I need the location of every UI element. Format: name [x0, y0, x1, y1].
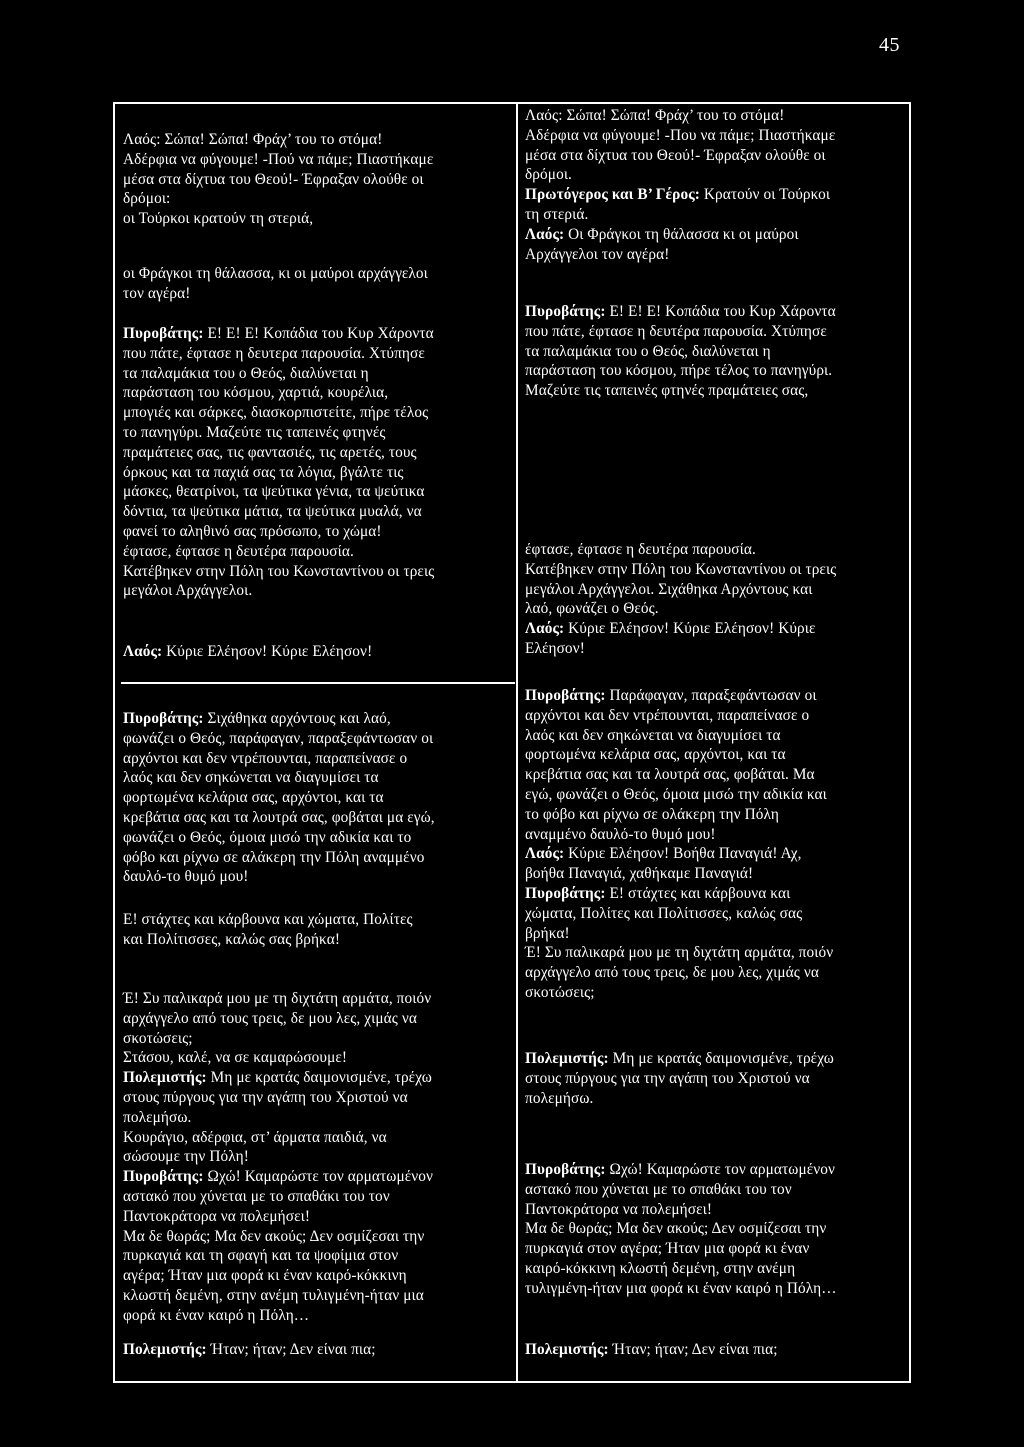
text-line: μέσα στα δίχτυα του Θεού!- Έφραξαν ολούθε οι [123, 170, 424, 188]
left-block-7 [123, 989, 511, 1326]
right-block-1 [525, 106, 907, 264]
speech-text: Ωχώ! Καμαρώστε τον αρματωμένον [605, 1161, 836, 1178]
text-line: μπογιές και σάρκες, διασκορπιστείτε, πήρε τέλος [123, 404, 429, 422]
text-line: λαός και δεν σηκώνεται να διαγυμίσει τα [525, 726, 781, 744]
speaker-name: Πολεμιστής: [123, 1341, 207, 1358]
text-line: Αδέρφια να φύγουμε! -Που να πάμε; Πιαστήκαμε [525, 126, 836, 144]
text-line: το φόβο και ρίχνω σε ολάκερη την Πόλη [525, 805, 779, 823]
speech-text: Μη με κρατάς δαιμονισμένε, τρέχω [206, 1069, 432, 1087]
speaker-name: Πρωτόγερος και Β’ Γέρος: [525, 186, 700, 204]
text-line: χώματα, Πολίτες και Πολίτισσες, καλώς σας [525, 904, 803, 922]
dialogue-line [123, 709, 511, 729]
text-line: λαό, φωνάζει ο Θεός. [525, 600, 659, 618]
dialogue-line [525, 619, 907, 639]
speaker-name: Πολεμιστής: [525, 1341, 609, 1358]
speaker-name: Πολεμιστής: [123, 1069, 207, 1087]
text-line: κλωστή δεμένη, στην ανέμη τυλιγμένη-ήταν μια [123, 1286, 424, 1304]
text-line: φωνάζει ο Θεός, παράφαγαν, παραξεφάντωσαν οι [123, 729, 434, 747]
text-line: Κατέβηκεν στην Πόλη του Κωνσταντίνου οι τρεις [525, 560, 837, 578]
text-line: παράσταση του κόσμου, πήρε τέλος το πανηγύρι. [525, 362, 833, 380]
speaker-name: Πυροβάτης: [123, 325, 204, 342]
text-line: αγέρα; Ήταν μια φορά κι έναν καιρό-κόκκινη [123, 1267, 407, 1285]
text-line: αστακό που χύνεται με το σπαθάκι του τον [525, 1180, 792, 1198]
text-line: πραμάτειες σας, τις φαντασιές, τις αρετές, τους [123, 443, 417, 461]
right-block-2 [525, 302, 907, 401]
dialogue-line [123, 1167, 511, 1187]
left-column [123, 104, 511, 1381]
speech-text: Κρατούν οι Τούρκοι [699, 186, 831, 204]
dialogue-line [525, 1049, 907, 1069]
text-line: Ε! στάχτες και κάρβουνα και χώματα, Πολίτες [123, 911, 413, 928]
text-line: και Πολίτισσες, καλώς σας βρήκα! [123, 930, 341, 948]
text-line: φορά κι έναν καιρό η Πόλη… [123, 1306, 310, 1324]
dialogue-line [525, 1340, 907, 1360]
right-block-3 [525, 540, 907, 659]
dialogue-line [525, 884, 907, 904]
text-line: βρήκα! [525, 924, 570, 942]
text-line: τον αγέρα! [123, 284, 191, 302]
text-line: αστακό που χύνεται με το σπαθάκι του τον [123, 1187, 390, 1205]
speech-text: Ε! στάχτες και κάρβουνα και [605, 884, 791, 902]
dialogue-line [525, 185, 907, 205]
speech-text: Ήταν; ήταν; Δεν είναι πια; [608, 1341, 778, 1358]
text-line: όρκους και τα παχιά σας τα λόγια, βγάλτε τις [123, 463, 404, 481]
right-block-5 [525, 1049, 907, 1108]
dialogue-line [123, 1068, 511, 1088]
dialogue-line [525, 686, 907, 706]
text-line: παράσταση του κόσμου, χαρτιά, κουρέλια, [123, 384, 389, 402]
text-line: τη στεριά. [525, 205, 589, 223]
text-line: κρεβάτια σας και τα λουτρά σας, φοβάται. Μα [525, 766, 815, 784]
text-line: Λαός: Σώπα! Σώπα! Φράχ’ του το στόμα! [525, 107, 785, 124]
speaker-name: Λαός: [525, 225, 565, 243]
speech-text: Παράφαγαν, παραξεφάντωσαν οι [605, 687, 817, 704]
column-divider [516, 104, 518, 1381]
text-line: φορτωμένα κελάρια σας, αρχόντοι, και τα [123, 789, 384, 807]
text-line: οι Τούρκοι κρατούν τη στεριά, [123, 210, 314, 228]
speaker-name: Πυροβάτης: [123, 1168, 204, 1186]
text-line: τυλιγμένη-ήταν μια φορά κι έναν καιρό η Πόλη… [525, 1279, 837, 1297]
left-block-3 [123, 324, 511, 601]
script-comparison-table [113, 102, 911, 1383]
text-line: το πανηγύρι. Μαζεύτε τις ταπεινές φτηνές [123, 423, 386, 441]
text-line: Αδέρφια να φύγουμε! -Πού να πάμε; Πιαστήκαμε [123, 150, 434, 168]
left-block-6 [123, 910, 511, 950]
text-line: δαυλό-το θυμό μου! [123, 868, 249, 886]
text-line: έφτασε, έφτασε η δευτέρα παρουσία. [123, 542, 354, 560]
speaker-name: Πυροβάτης: [525, 884, 606, 902]
text-line: πολεμήσω. [123, 1108, 192, 1126]
text-line: τα παλαμάκια του ο Θεός, διαλύνεται η [123, 364, 369, 382]
speech-text: Ε! Ε! Ε! Κοπάδια του Κυρ Χάροντα [203, 325, 434, 342]
speech-text: Κύριε Ελέησον! Κύριε Ελέησον! Κύριε [564, 620, 816, 638]
text-line: Παντοκράτορα να πολεμήσει! [123, 1207, 311, 1225]
dialogue-line [525, 1160, 907, 1180]
left-block-1 [123, 130, 511, 229]
dialogue-line [525, 302, 907, 322]
right-block-4 [525, 686, 907, 1003]
text-line: Λαός: Σώπα! Σώπα! Φράχ’ του το στόμα! [123, 131, 383, 148]
dialogue-line [123, 324, 511, 344]
text-line: δρόμοι: [123, 190, 171, 208]
speech-text: Κύριε Ελέησον! Κύριε Ελέησον! [162, 643, 373, 660]
text-line: σκοτώσεις; [123, 1029, 193, 1047]
text-line: στους πύργους για την αγάπη του Χριστού να [123, 1088, 408, 1106]
text-line: σκοτώσεις; [525, 983, 595, 1001]
text-line: Ελέησον! [525, 639, 585, 657]
text-line: μεγάλοι Αρχάγγελοι. [123, 582, 253, 600]
text-line: έφτασε, έφτασε η δευτέρα παρουσία. [525, 541, 756, 558]
speaker-name: Πολεμιστής: [525, 1050, 609, 1067]
text-line: Έ! Συ παλικαρά μου με τη διχτάτη αρμάτα, ποιόν [123, 990, 432, 1007]
text-line: Μαζεύτε τις ταπεινές φτηνές πραμάτειες σας, [525, 382, 809, 400]
text-line: σώσουμε την Πόλη! [123, 1148, 249, 1166]
speaker-name: Πυροβάτης: [525, 1161, 606, 1178]
text-line: Παντοκράτορα να πολεμήσει! [525, 1200, 713, 1218]
text-line: Αρχάγγελοι τον αγέρα! [525, 245, 670, 263]
speech-text: Οι Φράγκοι τη θάλασσα κι οι μαύροι [564, 225, 799, 243]
speaker-name: Πυροβάτης: [123, 710, 204, 727]
left-block-4 [123, 642, 511, 662]
speech-text: Σιχάθηκα αρχόντους και λαό, [203, 710, 391, 727]
text-line: λαός και δεν σηκώνεται να διαγυμίσει τα [123, 769, 379, 787]
text-line: οι Φράγκοι τη θάλασσα, κι οι μαύροι αρχάγγελοι [123, 265, 428, 282]
speech-text: Κύριε Ελέησον! Βοήθα Παναγιά! Αχ, [564, 845, 802, 863]
text-line: δόντια, τα ψεύτικα μάτια, τα ψεύτικα μυαλά, να [123, 503, 422, 521]
dialogue-line [525, 225, 907, 245]
text-line: Μα δε θωράς; Μα δεν ακούς; Δεν οσμίζεσαι την [123, 1227, 425, 1245]
text-line: μεγάλοι Αρχάγγελοι. Σιχάθηκα Αρχόντους και [525, 580, 813, 598]
speech-text: Μη με κρατάς δαιμονισμένε, τρέχω [608, 1050, 834, 1067]
speaker-name: Λαός: [525, 620, 565, 638]
row-separator [121, 682, 515, 684]
text-line: αρχάγγελο από τους τρεις, δε μου λες, χιμάς να [123, 1009, 417, 1027]
left-block-8 [123, 1340, 511, 1360]
right-block-7 [525, 1340, 907, 1360]
text-line: που πάτε, έφτασε η δευτέρα παρουσία. Χτύπησε [525, 322, 827, 340]
text-line: τα παλαμάκια του ο Θεός, διαλύνεται η [525, 342, 771, 360]
text-line: πολεμήσω. [525, 1089, 594, 1107]
left-block-2 [123, 264, 511, 304]
text-line: μέσα στα δίχτυα του Θεού!- Έφραξαν ολούθε οι [525, 146, 826, 164]
left-block-5 [123, 709, 511, 887]
text-line: Κατέβηκεν στην Πόλη του Κωνσταντίνου οι τρεις [123, 562, 435, 580]
text-line: στους πύργους για την αγάπη του Χριστού να [525, 1069, 810, 1087]
text-line: φορτωμένα κελάρια σας, αρχόντοι, και τα [525, 746, 786, 764]
right-block-6 [525, 1160, 907, 1299]
text-line: καιρό-κόκκινη κλωστή δεμένη, στην ανέμη [525, 1259, 796, 1277]
text-line: Κουράγιο, αδέρφια, στ’ άρματα παιδιά, να [123, 1128, 387, 1146]
speech-text: Ε! Ε! Ε! Κοπάδια του Κυρ Χάροντα [605, 303, 836, 320]
speech-text: Ωχώ! Καμαρώστε τον αρματωμένον [203, 1168, 434, 1186]
right-column [525, 104, 907, 1381]
text-line: φανεί το αληθινό σας πρόσωπο, το χώμα! [123, 522, 382, 540]
text-line: που πάτε, έφτασε η δευτερα παρουσία. Χτύπησε [123, 344, 425, 362]
text-line: δρόμοι. [525, 166, 572, 184]
text-line: αρχάγγελο από τους τρεις, δε μου λες, χιμάς να [525, 964, 819, 982]
text-line: αρχόντοι και δεν ντρέπουνται, παραπείνασε ο [525, 706, 810, 724]
speaker-name: Πυροβάτης: [525, 687, 606, 704]
text-line: πυρκαγιά και τη σφαγή και τα ψοφίμια στον [123, 1247, 399, 1265]
dialogue-line [525, 844, 907, 864]
page-number: 45 [879, 34, 900, 56]
speaker-name: Λαός: [525, 845, 565, 863]
text-line: Έ! Συ παλικαρά μου με τη διχτάτη αρμάτα, ποιόν [525, 944, 834, 962]
text-line: αρχόντοι και δεν ντρέπουνται, παραπείνασε ο [123, 749, 408, 767]
speaker-name: Πυροβάτης: [525, 303, 606, 320]
text-line: μάσκες, θεατρίνοι, τα ψεύτικα γένια, τα ψεύτικα [123, 483, 425, 501]
text-line: βοήθα Παναγιά, χαθήκαμε Παναγιά! [525, 865, 754, 883]
speech-text: Ήταν; ήταν; Δεν είναι πια; [206, 1341, 376, 1358]
text-line: κρεβάτια σας και τα λουτρά σας, φοβάται μα εγώ, [123, 808, 435, 826]
dialogue-line [123, 642, 511, 662]
dialogue-line [123, 1340, 511, 1360]
text-line: Μα δε θωράς; Μα δεν ακούς; Δεν οσμίζεσαι την [525, 1220, 827, 1238]
text-line: πυρκαγιά στον αγέρα; Ήταν μια φορά κι έναν [525, 1240, 810, 1258]
text-line: αναμμένο δαυλό-το θυμό μου! [525, 825, 716, 843]
speaker-name: Λαός: [123, 643, 163, 660]
text-line: Στάσου, καλέ, να σε καμαρώσουμε! [123, 1049, 348, 1067]
text-line: εγώ, φωνάζει ο Θεός, όμοια μισώ την αδικία και [525, 785, 827, 803]
text-line: φόβο και ρίχνω σε αλάκερη την Πόλη αναμμένο [123, 848, 425, 866]
text-line: φωνάζει ο Θεός, όμοια μισώ την αδικία και το [123, 828, 412, 846]
